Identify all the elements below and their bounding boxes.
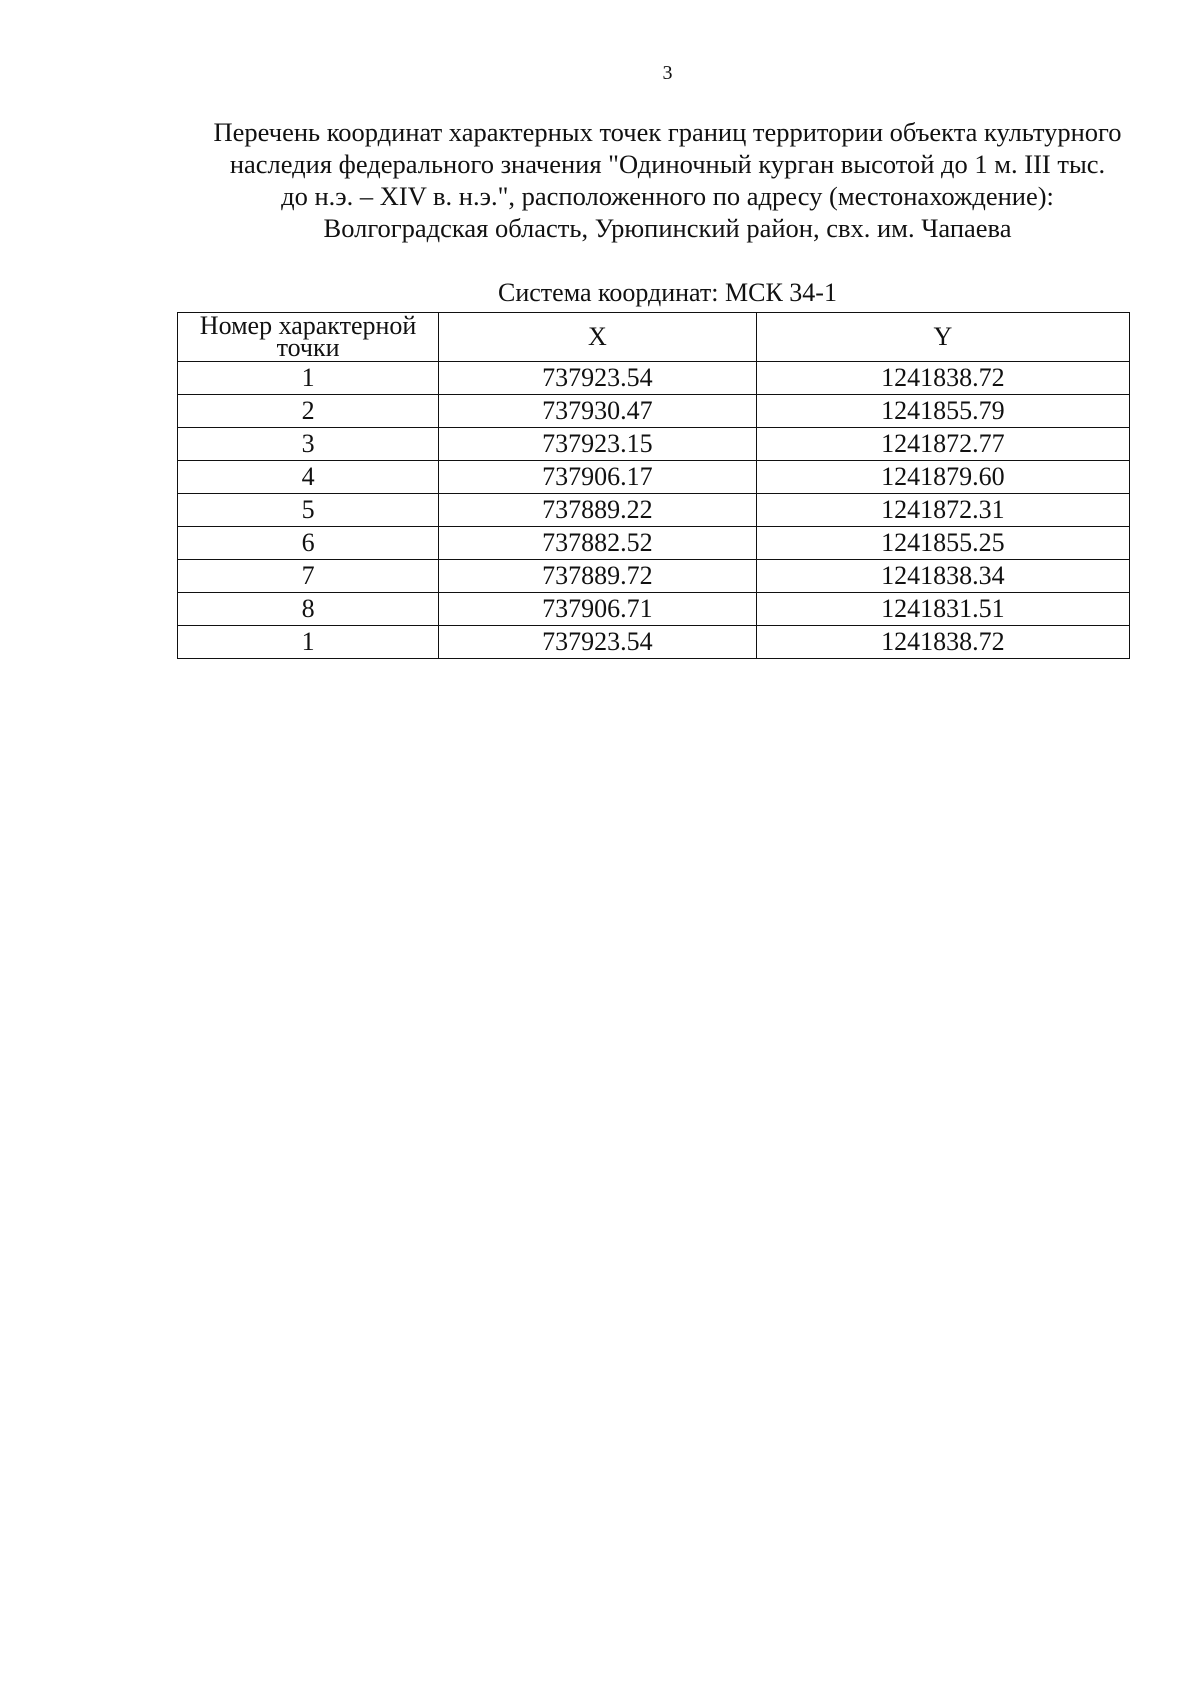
- point-number-cell: 3: [178, 428, 439, 461]
- y-cell: 1241838.72: [756, 626, 1129, 659]
- table-row: [178, 494, 1130, 527]
- x-cell: 737923.54: [439, 626, 757, 659]
- point-number-cell: 1: [178, 362, 439, 395]
- x-cell: 737889.72: [439, 560, 757, 593]
- point-number-cell: 6: [178, 527, 439, 560]
- point-number-cell: 7: [178, 560, 439, 593]
- table-header-row: [178, 313, 1130, 362]
- table-row: [178, 461, 1130, 494]
- y-cell: 1241838.72: [756, 362, 1129, 395]
- header-point-number: Номер характерной точки: [178, 313, 439, 362]
- coordinate-system-caption: Система координат: МСК 34-1: [498, 278, 837, 307]
- table-row: [178, 593, 1130, 626]
- y-cell: 1241855.79: [756, 395, 1129, 428]
- page-number: 3: [662, 62, 673, 84]
- table-row: [178, 560, 1130, 593]
- title-line: Перечень координат характерных точек границ территории объекта культурного: [213, 117, 1122, 147]
- y-cell: 1241855.25: [756, 527, 1129, 560]
- table-row: [178, 428, 1130, 461]
- x-cell: 737889.22: [439, 494, 757, 527]
- table-row: [178, 626, 1130, 659]
- x-cell: 737923.15: [439, 428, 757, 461]
- y-cell: 1241838.34: [756, 560, 1129, 593]
- table-row: [178, 527, 1130, 560]
- x-cell: 737923.54: [439, 362, 757, 395]
- table-row: [178, 395, 1130, 428]
- x-cell: 737882.52: [439, 527, 757, 560]
- header-y: Y: [756, 313, 1129, 362]
- title-line: до н.э. – XIV в. н.э.", расположенного по адресу (местонахождение):: [281, 181, 1054, 211]
- table-row: [178, 362, 1130, 395]
- title-line: Волгоградская область, Урюпинский район, свх. им. Чапаева: [323, 213, 1012, 243]
- point-number-cell: 4: [178, 461, 439, 494]
- point-number-cell: 8: [178, 593, 439, 626]
- point-number-cell: 5: [178, 494, 439, 527]
- x-cell: 737930.47: [439, 395, 757, 428]
- x-cell: 737906.17: [439, 461, 757, 494]
- point-number-cell: 2: [178, 395, 439, 428]
- point-number-cell: 1: [178, 626, 439, 659]
- y-cell: 1241872.77: [756, 428, 1129, 461]
- header-x: X: [439, 313, 757, 362]
- coordinates-table: [177, 312, 1130, 659]
- x-cell: 737906.71: [439, 593, 757, 626]
- y-cell: 1241879.60: [756, 461, 1129, 494]
- title-line: наследия федерального значения "Одиночный курган высотой до 1 м. III тыс.: [229, 149, 1106, 179]
- y-cell: 1241872.31: [756, 494, 1129, 527]
- y-cell: 1241831.51: [756, 593, 1129, 626]
- document-title: [160, 116, 1175, 244]
- coordinates-table-body: [178, 362, 1130, 659]
